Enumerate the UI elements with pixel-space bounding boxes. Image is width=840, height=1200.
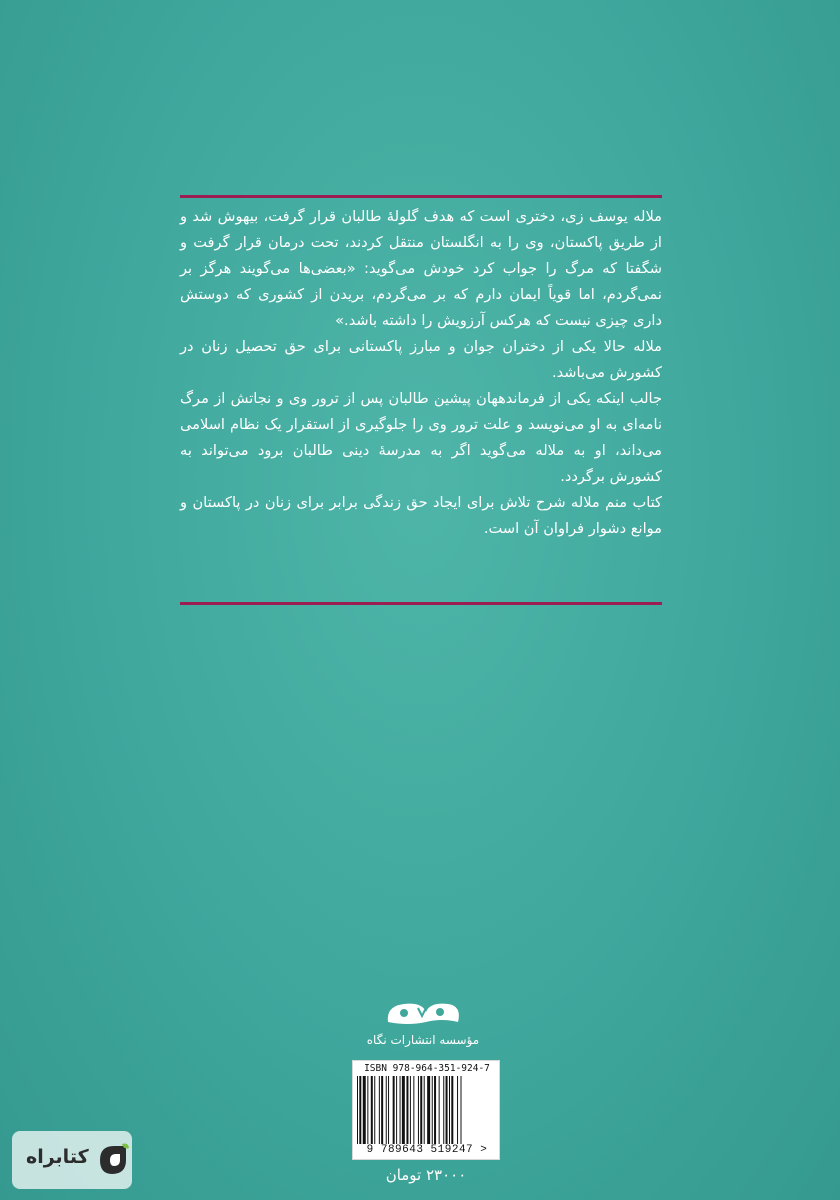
blurb-paragraph-3: جالب اینکه یکی از فرماندههان پیشین طالبان پس از ترور وی و نجاتش از مرگ نامه‌ای به او می‌نویسد و علت ترور وی را جلوگیری از استقرار یک نظام اسلامی می‌داند، او به ملاله می‌گوید اگر به مدرسهٔ دینی طالبان برود می‌تواند به کشورش برگردد. (180, 390, 662, 485)
barcode-bars (357, 1076, 497, 1144)
barcode-bar (457, 1076, 458, 1144)
barcode-bar (406, 1076, 408, 1144)
blurb-paragraph-4: کتاب منم ملاله شرح تلاش برای ایجاد حق زندگی برابر برای زنان در پاکستان و موانع دشوار فراوان آن است. (180, 494, 662, 537)
barcode-bar (367, 1076, 368, 1144)
blurb-paragraph-1: ملاله یوسف زی، دختری است که هدف گلولهٔ طالبان قرار گرفت، بیهوش شد و از طریق پاکستان، وی را به انگلستان منتقل کردند، تحت درمان قرار گرفت و شگفتا که مرگ را جواب کرد خودش می‌گوید: «بعضی‌ها می‌گویند هرگز بر نمی‌گردم، اما قویاً ایمان دارم که بر می‌گردم، بریدن از کشوری که دوستش داری چیزی نیست که هرکس آرزویش را داشته باشد.» (180, 208, 662, 329)
back-cover-blurb (180, 204, 662, 542)
barcode-bar (420, 1076, 422, 1144)
barcode-bar (439, 1076, 440, 1144)
top-divider (180, 195, 662, 198)
barcode-bar (359, 1076, 361, 1144)
ketabrah-label: کتابراه (26, 1146, 89, 1168)
blurb-paragraph-2: ملاله حالا یکی از دختران جوان و مبارز پاکستانی برای حق تحصیل زنان در کشورش می‌باشد. (180, 338, 662, 381)
barcode-digits: 9 789643 519247 > (366, 1144, 488, 1156)
barcode-bar (434, 1076, 436, 1144)
barcode-bar (374, 1076, 375, 1144)
barcode-bar (400, 1076, 401, 1144)
ketabrah-leaf-icon (96, 1142, 130, 1178)
isbn-barcode (352, 1060, 500, 1160)
price-label: ۲۳۰۰۰ تومان (385, 1166, 467, 1184)
ketabrah-badge[interactable] (12, 1131, 132, 1189)
isbn-number: ISBN 978-964-351-924-7 (364, 1063, 490, 1074)
bottom-divider (180, 602, 662, 605)
barcode-bar (449, 1076, 450, 1144)
barcode-bar (446, 1076, 448, 1144)
barcode-bar (402, 1076, 405, 1144)
barcode-bar (363, 1076, 366, 1144)
barcode-bar (393, 1076, 395, 1144)
barcode-bar (451, 1076, 453, 1144)
barcode-bar (381, 1076, 383, 1144)
barcode-bar (357, 1076, 358, 1144)
barcode-bar (396, 1076, 397, 1144)
barcode-bar (413, 1076, 414, 1144)
negah-logo-icon (382, 996, 464, 1030)
barcode-bar (461, 1076, 462, 1144)
barcode-bar (418, 1076, 419, 1144)
publisher-name: مؤسسه انتشارات نگاه (366, 1033, 480, 1047)
barcode-bar (427, 1076, 430, 1144)
barcode-bar (443, 1076, 444, 1144)
barcode-bar (386, 1076, 387, 1144)
barcode-bar (371, 1076, 373, 1144)
barcode-bar (410, 1076, 411, 1144)
publisher-block (356, 996, 490, 1048)
barcode-bar (424, 1076, 425, 1144)
barcode-bar (379, 1076, 380, 1144)
barcode-bar (388, 1076, 389, 1144)
barcode-bar (432, 1076, 433, 1144)
